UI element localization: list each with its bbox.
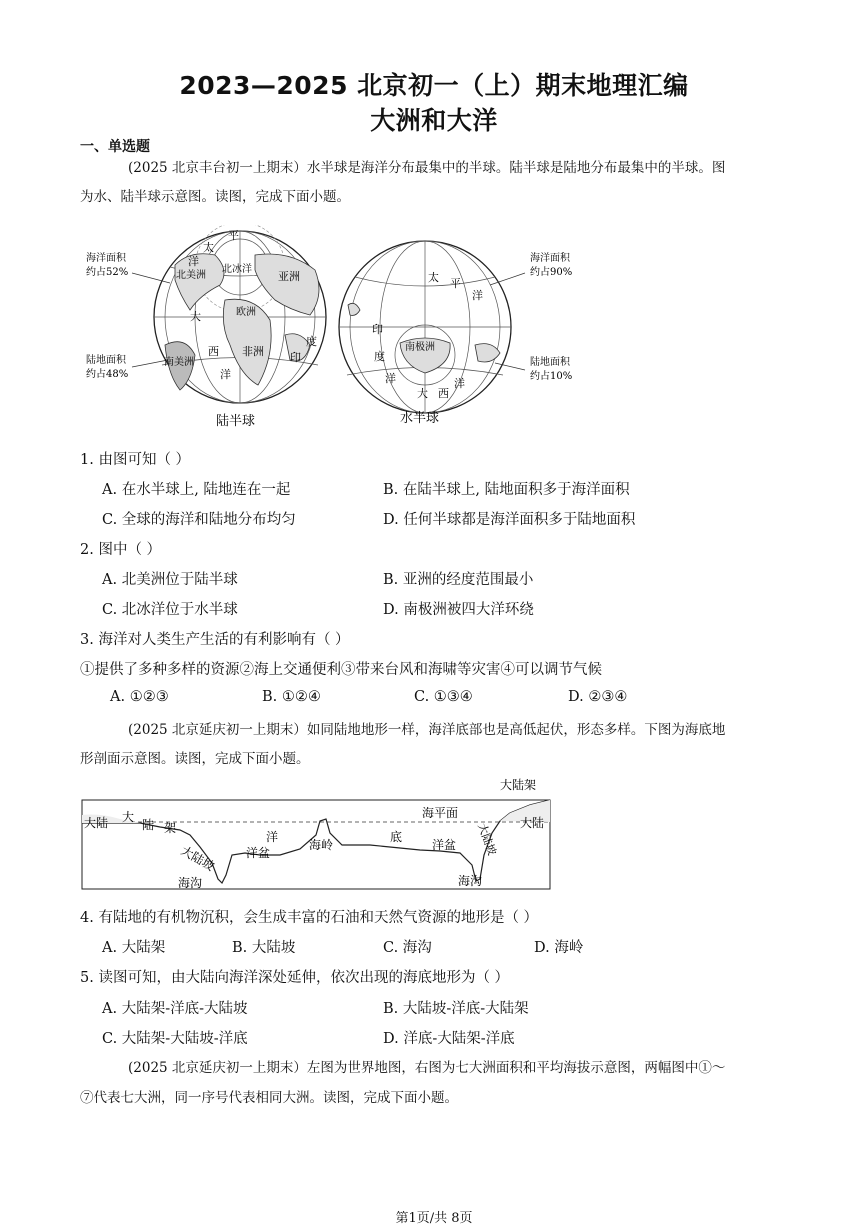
label: 平: [450, 277, 461, 290]
land-land-pct-label: 陆地面积: [86, 355, 126, 366]
intro-1-line-1: (2025 北京丰台初一上期末）水半球是海洋分布最集中的半球。陆半球是陆地分布最集中的半球。图: [128, 160, 726, 176]
trench-left-label: 海沟: [178, 876, 203, 890]
seafloor-profile-figure: [80, 775, 560, 895]
left-shelf-label-1: 大: [122, 810, 135, 824]
land-land-pct-value: 约占48%: [86, 369, 129, 380]
label: 印: [290, 351, 301, 364]
q1-option-b[interactable]: B. 在陆半球上, 陆地面积多于海洋面积: [383, 482, 630, 498]
water-hemisphere-caption: 水半球: [400, 411, 440, 426]
label: 平: [228, 229, 239, 242]
intro-2-line-2: 形剖面示意图。读图，完成下面小题。: [80, 751, 310, 767]
ocean-label: 洋: [266, 830, 279, 844]
page-title: 2023—2025 北京初一（上）期末地理汇编: [179, 71, 689, 100]
q3-option-b[interactable]: B. ①②④: [262, 689, 321, 705]
question-4: 4. 有陆地的有机物沉积，会生成丰富的石油和天然气资源的地形是（ ）: [80, 910, 539, 926]
label: 洋: [188, 255, 199, 268]
q4-option-b[interactable]: B. 大陆坡: [232, 940, 296, 956]
label: 南美洲: [164, 357, 194, 368]
basin-right-label: 洋盆: [432, 838, 457, 852]
q3-option-a[interactable]: A. ①②③: [110, 689, 169, 705]
right-continent-label: 大陆: [520, 816, 545, 830]
water-ocean-pct-label: 海洋面积: [530, 253, 570, 264]
label: 洋: [454, 377, 465, 390]
q4-option-c[interactable]: C. 海沟: [383, 940, 432, 956]
q1-option-c[interactable]: C. 全球的海洋和陆地分布均匀: [102, 512, 296, 528]
water-land-pct-value: 约占10%: [530, 371, 573, 382]
left-shelf-label-2: 陆: [142, 818, 155, 832]
q4-option-a[interactable]: A. 大陆架: [102, 940, 166, 956]
question-2: 2. 图中（ ）: [80, 542, 162, 558]
intro-2-line-1: (2025 北京延庆初一上期末）如同陆地地形一样，海洋底部也是高低起伏，形态多样。下图为海底地: [128, 722, 726, 738]
label: 北冰洋: [222, 264, 252, 275]
water-ocean-pct-value: 约占90%: [530, 267, 573, 278]
question-3-statements: ①提供了多种多样的资源②海上交通便利③带来台风和海啸等灾害④可以调节气候: [80, 662, 602, 678]
label: 度: [306, 335, 317, 348]
left-continent-label: 大陆: [84, 816, 109, 830]
q3-option-d[interactable]: D. ②③④: [568, 689, 628, 705]
q5-option-a[interactable]: A. 大陆架-洋底-大陆坡: [102, 1001, 248, 1017]
right-slope-label: 大陆坡: [475, 821, 499, 858]
intro-3-line-1: (2025 北京延庆初一上期末）左图为世界地图，右图为七大洲面积和平均海拔示意图，两幅图中①～: [128, 1060, 726, 1076]
q5-option-b[interactable]: B. 大陆坡-洋底-大陆架: [383, 1001, 529, 1017]
label: 太: [203, 241, 214, 254]
label: 印: [372, 323, 383, 336]
left-shelf-label-3: 架: [164, 821, 177, 835]
right-shelf-label: 大陆架: [500, 778, 537, 792]
q1-option-a[interactable]: A. 在水半球上, 陆地连在一起: [102, 482, 291, 498]
trench-right-label: 海沟: [458, 874, 483, 888]
q4-option-d[interactable]: D. 海岭: [534, 940, 584, 956]
hemisphere-figure: [80, 225, 600, 435]
sea-level-label: 海平面: [422, 806, 459, 820]
label: 西: [208, 345, 219, 358]
question-1: 1. 由图可知（ ）: [80, 452, 191, 468]
label: 洋: [385, 372, 396, 385]
label: 非洲: [242, 345, 264, 358]
q5-option-d[interactable]: D. 洋底-大陆架-洋底: [383, 1031, 515, 1047]
q2-option-c[interactable]: C. 北冰洋位于水半球: [102, 602, 238, 618]
intro-1-line-2: 为水、陆半球示意图。读图，完成下面小题。: [80, 189, 350, 205]
ridge-label: 海岭: [309, 838, 334, 852]
label: 西: [438, 387, 449, 400]
q3-option-c[interactable]: C. ①③④: [414, 689, 473, 705]
question-5: 5. 读图可知，由大陆向海洋深处延伸，依次出现的海底地形为（ ）: [80, 970, 510, 986]
land-ocean-pct-value: 约占52%: [86, 267, 129, 278]
page-subtitle: 大洲和大洋: [370, 106, 498, 135]
label: 北美洲: [176, 270, 206, 281]
floor-label: 底: [390, 830, 403, 844]
label: 洋: [472, 289, 483, 302]
q2-option-a[interactable]: A. 北美洲位于陆半球: [102, 572, 238, 588]
label: 太: [428, 271, 439, 284]
q2-option-d[interactable]: D. 南极洲被四大洋环绕: [383, 602, 534, 618]
q1-option-d[interactable]: D. 任何半球都是海洋面积多于陆地面积: [383, 512, 636, 528]
basin-left-label: 洋盆: [246, 846, 271, 860]
label: 大: [190, 310, 201, 323]
label: 亚洲: [278, 270, 300, 283]
section-heading: 一、单选题: [80, 139, 150, 155]
land-ocean-pct-label: 海洋面积: [86, 253, 126, 264]
question-3: 3. 海洋对人类生产生活的有利影响有（ ）: [80, 632, 350, 648]
left-slope-label: 大陆坡: [178, 843, 217, 874]
land-hemisphere-caption: 陆半球: [216, 414, 256, 429]
q5-option-c[interactable]: C. 大陆架-大陆坡-洋底: [102, 1031, 248, 1047]
page-footer: 第1页/共 8页: [395, 1211, 473, 1226]
label: 欧洲: [236, 307, 256, 318]
intro-3-line-2: ⑦代表七大洲，同一序号代表相同大洲。读图，完成下面小题。: [80, 1090, 458, 1106]
water-land-pct-label: 陆地面积: [530, 357, 570, 368]
q2-option-b[interactable]: B. 亚洲的经度范围最小: [383, 572, 534, 588]
label: 南极洲: [405, 342, 435, 353]
label: 洋: [220, 368, 231, 381]
label: 大: [417, 387, 428, 400]
label: 度: [374, 350, 385, 363]
